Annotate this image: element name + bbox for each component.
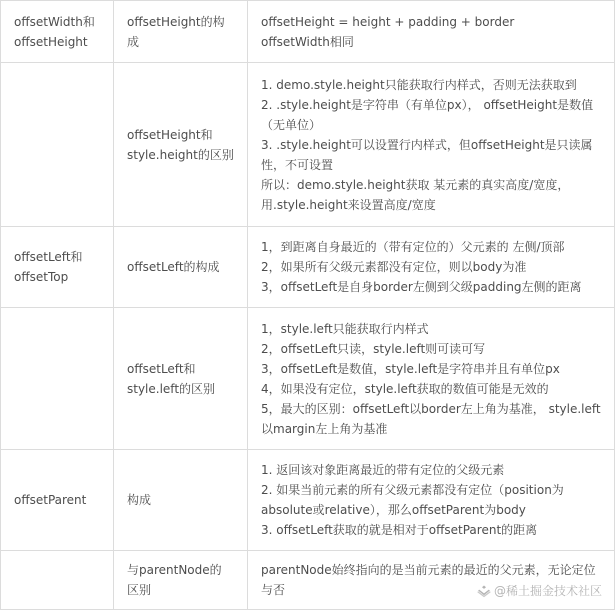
cell-text: 构成 — [127, 493, 152, 507]
cell-text: offsetHeight = height + padding + border — [261, 14, 515, 29]
cell-text: 区别 — [127, 583, 152, 597]
cell-text: 2，如果所有父级元素都没有定位，则以body为准 — [261, 260, 527, 274]
cell-text: 1. demo.style.height只能获取行内样式，否则无法获取到 — [261, 77, 577, 92]
cell-text: 3. offsetLeft获取的就是相对于offsetParent的距离 — [261, 523, 538, 537]
aspect-cell — [114, 551, 248, 610]
cell-text: 与否 — [261, 583, 286, 597]
table-row — [1, 63, 615, 227]
table-row — [1, 450, 615, 551]
description-cell — [248, 63, 615, 227]
aspect-cell — [114, 227, 248, 308]
description-cell — [248, 308, 615, 450]
cell-text: offsetParent — [14, 493, 87, 507]
juejin-logo-icon — [477, 584, 491, 598]
cell-text: 4，如果没有定位，style.left获取的数值可能是无效的 — [261, 381, 549, 396]
topic-cell — [1, 1, 114, 63]
cell-text: 用.style.height来设置高度/宽度 — [261, 197, 436, 212]
cell-text: style.left的区别 — [127, 381, 216, 396]
table-row — [1, 551, 615, 610]
watermark-text: @稀土掘金技术社区 — [493, 584, 602, 598]
cell-text: offsetTop — [14, 270, 69, 284]
cell-text: absolute或relative），那么offsetParent为body — [261, 503, 526, 517]
topic-cell — [1, 551, 114, 610]
cell-text: 5，最大的区别：offsetLeft以border左上角为基准， style.left — [261, 401, 601, 416]
watermark — [477, 583, 602, 599]
topic-cell — [1, 227, 114, 308]
cell-text: 所以：demo.style.height获取 某元素的真实高度/宽度， — [261, 177, 570, 192]
cell-text: offsetHeight — [14, 34, 88, 49]
cell-text: 成 — [127, 34, 140, 49]
table-row — [1, 227, 615, 308]
cell-text: offsetLeft和 — [14, 250, 83, 264]
description-cell — [248, 551, 615, 610]
cell-text: offsetHeight的构 — [127, 14, 225, 29]
topic-cell — [1, 63, 114, 227]
topic-cell — [1, 308, 114, 450]
cell-text: 3，offsetLeft是数值，style.left是字符串并且有单位px — [261, 361, 560, 376]
cell-text: （无单位） — [261, 117, 322, 132]
cell-text: 1，style.left只能获取行内样式 — [261, 321, 429, 336]
table-row — [1, 308, 615, 450]
cell-text: offsetWidth相同 — [261, 34, 354, 49]
cell-text: offsetLeft和 — [127, 361, 196, 376]
description-cell — [248, 1, 615, 63]
aspect-cell — [114, 308, 248, 450]
cell-text: 性，不可设置 — [261, 157, 334, 172]
cell-text: 与parentNode的 — [127, 563, 222, 577]
aspect-cell — [114, 1, 248, 63]
cell-text: parentNode始终指向的是当前元素的最近的父元素，无论定位 — [261, 563, 596, 577]
cell-text: 3. .style.height可以设置行内样式，但offsetHeight是只读属 — [261, 137, 593, 152]
topic-cell — [1, 450, 114, 551]
cell-text: 以margin左上角为基准 — [261, 421, 388, 436]
description-cell — [248, 450, 615, 551]
description-cell — [248, 227, 615, 308]
cell-text: offsetHeight和 — [127, 127, 213, 142]
cell-text: 2. 如果当前元素的所有父级元素都没有定位（position为 — [261, 483, 564, 497]
aspect-cell — [114, 63, 248, 227]
cell-text: offsetWidth和 — [14, 14, 95, 29]
cell-text: 2. .style.height是字符串（有单位px）， offsetHeight是数值 — [261, 97, 594, 112]
cell-text: offsetLeft的构成 — [127, 260, 220, 274]
cell-text: 3，offsetLeft是自身border左侧到父级padding左侧的距离 — [261, 280, 582, 294]
cell-text: 1，到距离自身最近的（带有定位的）父元素的 左侧/顶部 — [261, 240, 565, 254]
cell-text: style.height的区别 — [127, 147, 234, 162]
table-row — [1, 1, 615, 63]
cell-text: 1. 返回该对象距离最近的带有定位的父级元素 — [261, 463, 505, 477]
aspect-cell — [114, 450, 248, 551]
cell-text: 2，offsetLeft只读，style.left则可读可写 — [261, 341, 486, 356]
